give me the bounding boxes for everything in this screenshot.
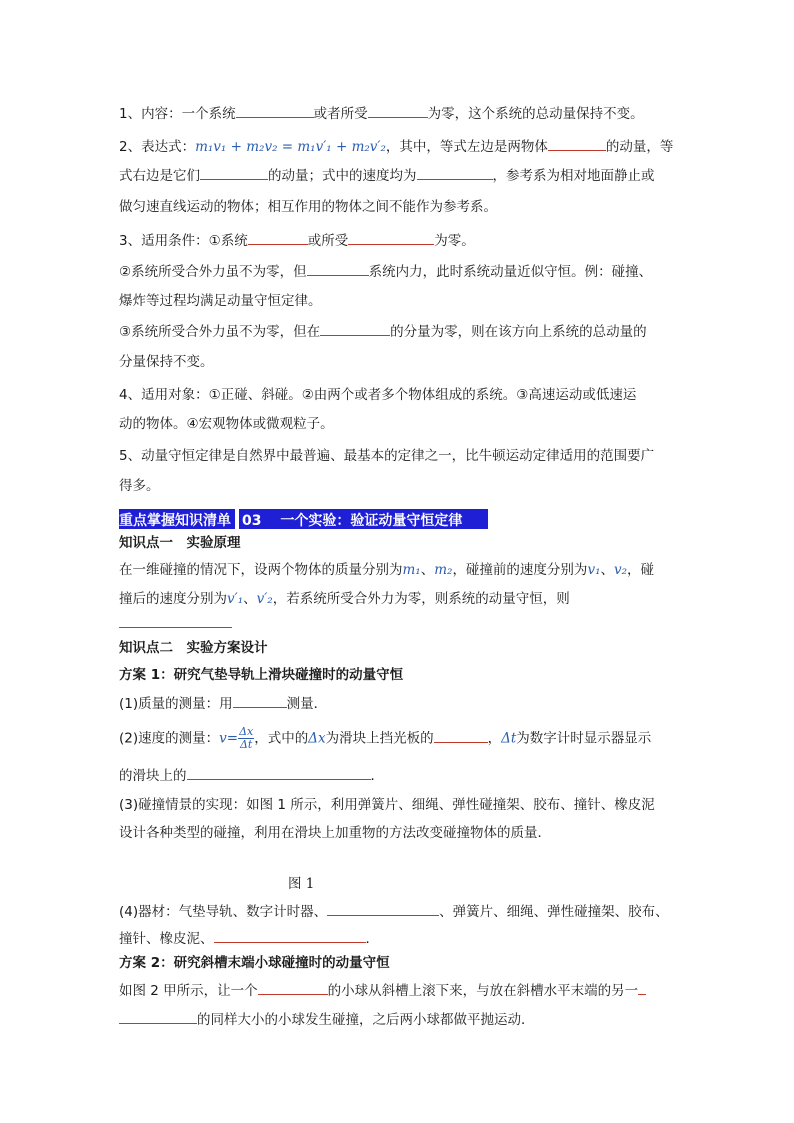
math-symbol: m₂: [434, 562, 453, 578]
equipment-line-2: [119, 928, 379, 949]
expression-line-2: [119, 165, 655, 186]
section-banner: [119, 509, 488, 529]
scope-line: [119, 385, 636, 405]
scope-line-2: [119, 414, 334, 434]
text: ，其中，等式左边是两物体: [385, 139, 548, 155]
blank: [248, 230, 308, 245]
condition-line-2: [119, 261, 652, 282]
equipment-line: [119, 901, 669, 922]
text: ．: [365, 931, 379, 947]
text: 分量保持不变。: [119, 354, 214, 370]
expression-line: [119, 136, 673, 157]
text: 的小球从斜槽上滚下来，与放在斜槽水平末端的另一: [327, 983, 639, 999]
text: ，碰撞前的速度分别为: [452, 562, 588, 578]
velocity-fraction: [238, 726, 254, 751]
text: 爆炸等过程均满足动量守恒定律。: [119, 293, 322, 309]
blank: [236, 103, 314, 118]
text: 为滑块上挡光板的: [325, 730, 434, 747]
math-symbol: v: [219, 730, 227, 747]
text: (4)器材：气垫导轨、数字计时器、: [119, 904, 328, 920]
text: ，参考系为相对地面静止或: [492, 168, 655, 184]
text: 如图 2 甲所示，让一个: [119, 983, 258, 999]
knowledge-point-title: 知识点一 实验原理: [119, 535, 241, 551]
condition-line-3: [119, 291, 322, 311]
fraction-numerator: Δx: [239, 725, 254, 738]
blank: [258, 980, 328, 995]
blank: [327, 901, 439, 916]
blank: [233, 693, 287, 708]
banner-title: 03 一个实验：验证动量守恒定律: [239, 509, 488, 529]
text: 1、内容：一个系统: [119, 106, 236, 122]
text: 或所受: [307, 233, 349, 249]
text: ，碰: [627, 562, 655, 578]
banner-label: 重点掌握知识清单: [119, 509, 235, 529]
math-symbol: m₁: [402, 562, 421, 578]
momentum-equation: m₁v₁ + m₂v₂ = m₁v′₁ + m₂v′₂: [195, 139, 386, 155]
text: 的同样大小的小球发生碰撞，之后两小球都做平抛运动．: [197, 1012, 535, 1028]
figure-caption: 图 1: [288, 876, 315, 892]
condition-line-4: [119, 321, 647, 342]
velocity-measure-line: [119, 726, 651, 751]
principle-line: [119, 560, 654, 580]
text: 或者所受: [313, 106, 368, 122]
text: ，: [487, 730, 502, 747]
blank: [548, 136, 606, 151]
text: 5、动量守恒定律是自然界中最普遍、最基本的定律之一，比牛顿运动定律适用的范围要广: [119, 448, 655, 464]
math-symbol: Δt: [501, 730, 517, 747]
scheme-title: 方案 1：研究气垫导轨上滑块碰撞时的动量守恒: [119, 667, 404, 683]
text: 设计各种类型的碰撞，利用在滑块上加重物的方法改变碰撞物体的质量．: [119, 825, 551, 841]
text: ③系统所受合外力虽不为零，但在: [119, 324, 321, 340]
math-symbol: Δx: [308, 730, 326, 747]
text: 、: [600, 562, 614, 578]
collision-line: [119, 795, 655, 815]
blank: [348, 230, 434, 245]
text: 、: [243, 591, 257, 607]
text: 为数字计时显示器显示: [516, 730, 652, 747]
blank: [368, 103, 428, 118]
scheme2-line: [119, 980, 646, 1001]
text: 的分量为零，则在该方向上系统的总动量的: [390, 324, 647, 340]
math-symbol: v₁: [587, 562, 601, 578]
text: 测量．: [286, 696, 328, 712]
law-line: [119, 446, 654, 466]
text: 4、适用对象：①正碰、斜碰。②由两个或者多个物体组成的系统。③高速运动或低速运: [119, 387, 637, 403]
text: ，式中的: [254, 730, 309, 747]
velocity-measure-line-2: [119, 765, 384, 786]
law-line-2: [119, 476, 160, 496]
text: ②系统所受合外力虽不为零，但: [119, 264, 307, 280]
text: 系统内力，此时系统动量近似守恒。例：碰撞、: [368, 264, 653, 280]
blank: [187, 765, 371, 780]
condition-line: [119, 230, 475, 251]
text: (2)速度的测量：: [119, 730, 220, 747]
scheme2-line-2: [119, 1009, 535, 1030]
blank: [307, 261, 369, 276]
math-symbol: v′₂: [256, 591, 273, 607]
text: (1)质量的测量：用: [119, 696, 233, 712]
content-line: [119, 103, 644, 124]
text: 得多。: [119, 478, 160, 494]
math-symbol: v₂: [613, 562, 628, 578]
text: 的滑块上的: [119, 768, 187, 784]
math-symbol: v′₁: [227, 591, 244, 607]
text: 的动量，等: [605, 139, 674, 155]
text: 的动量；式中的速度均为: [268, 168, 417, 184]
scheme-title-2: 方案 2：研究斜槽末端小球碰撞时的动量守恒: [119, 955, 390, 971]
math-symbol: =: [226, 730, 239, 747]
knowledge-point-title-2: 知识点二 实验方案设计: [119, 640, 268, 656]
fraction-denominator: Δt: [239, 738, 253, 751]
blank: [638, 980, 646, 995]
blank: [434, 728, 488, 743]
condition-line-5: [119, 352, 214, 372]
text: 式右边是它们: [119, 168, 200, 184]
text: 、弹簧片、细绳、弹性碰撞架、胶布、: [439, 904, 669, 920]
text: ，若系统所受合外力为零，则系统的动量守恒，则: [272, 591, 570, 607]
text: 2、表达式：: [119, 139, 196, 155]
text: 撞后的速度分别为: [119, 591, 227, 607]
text: 在一维碰撞的情况下，设两个物体的质量分别为: [119, 562, 403, 578]
text: 撞针、橡皮泥、: [119, 931, 214, 947]
text: 、: [420, 562, 435, 578]
principle-line-2: [119, 589, 570, 609]
blank: [214, 928, 366, 943]
text: (3)碰撞情景的实现：如图 1 所示，利用弹簧片、细绳、弹性碰撞架、胶布、撞针、橡皮泥: [119, 797, 655, 813]
blank: [200, 165, 268, 180]
blank: [417, 165, 493, 180]
text: 动的物体。④宏观物体或微观粒子。: [119, 416, 334, 432]
text: ．: [370, 768, 384, 784]
answer-blank: [119, 627, 232, 628]
text: 3、适用条件：①系统: [119, 233, 248, 249]
text: 为零，这个系统的总动量保持不变。: [427, 106, 644, 122]
mass-measure-line: [119, 693, 327, 714]
blank: [320, 321, 390, 336]
text: 为零。: [434, 233, 475, 249]
expression-line-3: [119, 197, 497, 217]
collision-line-2: [119, 823, 551, 843]
blank: [119, 1009, 197, 1024]
text: 做匀速直线运动的物体；相互作用的物体之间不能作为参考系。: [119, 199, 497, 215]
